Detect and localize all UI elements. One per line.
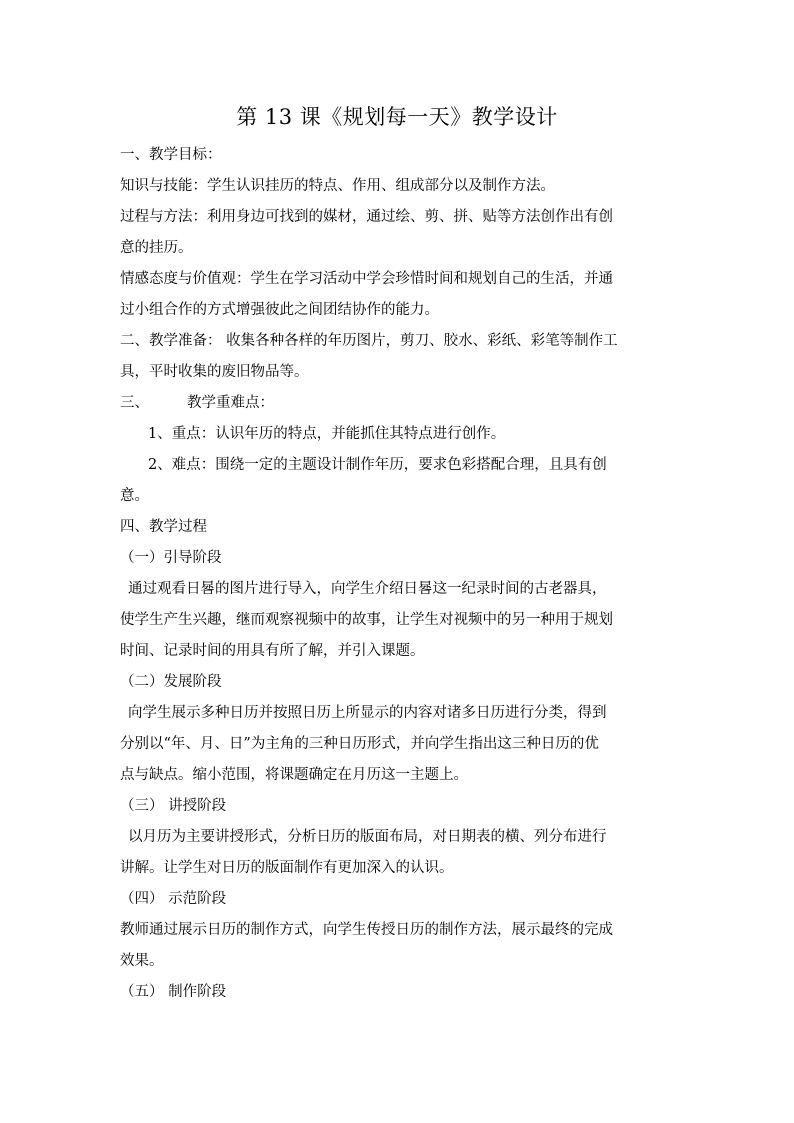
- paragraph-attitude-values-cont: 过小组合作的方式增强彼此之间团结协作的能力。: [120, 302, 439, 318]
- document-title: 第 13 课《规划每一天》教学设计: [236, 105, 558, 129]
- paragraph-attitude-values: 情感态度与价值观：学生在学习活动中学会珍惜时间和规划自己的生活，并通: [120, 271, 613, 287]
- paragraph-development-3: 点与缺点。缩小范围，将课题确定在月历这一主题上。: [120, 767, 468, 783]
- subheading-demonstration-stage: （四） 示范阶段: [120, 891, 227, 907]
- paragraph-process-methods: 过程与方法：利用身边可找到的媒材，通过绘、剪、拼、贴等方法创作出有创: [120, 209, 613, 225]
- section-number-three: 三、: [120, 395, 149, 411]
- paragraph-guidance-2: 使学生产生兴趣，继而观察视频中的故事，让学生对视频中的另一种用于规划: [120, 612, 613, 628]
- paragraph-demonstration-2: 效果。: [120, 953, 164, 969]
- subheading-development-stage: （二）发展阶段: [120, 674, 222, 690]
- paragraph-development-2: 分别以“年、月、日”为主角的三种日历形式，并向学生指出这三种日历的优: [120, 736, 599, 752]
- subheading-guidance-stage: （一）引导阶段: [120, 550, 222, 566]
- paragraph-process-methods-cont: 意的挂历。: [120, 240, 193, 256]
- list-item-key-point: 1、重点：认识年历的特点，并能抓住其特点进行创作。: [148, 426, 506, 442]
- paragraph-guidance-1: 通过观看日晷的图片进行导入，向学生介绍日晷这一纪录时间的古老器具，: [128, 581, 607, 597]
- section-title-key-points: 教学重难点：: [187, 395, 274, 411]
- section-heading-objectives: 一、教学目标：: [120, 147, 222, 163]
- document-body: [120, 140, 680, 1008]
- paragraph-knowledge-skills: 知识与技能：学生认识挂历的特点、作用、组成部分以及制作方法。: [120, 178, 555, 194]
- list-item-difficulty: 2、难点：围绕一定的主题设计制作年历，要求色彩搭配合理，且具有创: [148, 457, 607, 473]
- paragraph-teaching-1: 以月历为主要讲授形式，分析日历的版面布局，对日期表的横、列分布进行: [128, 829, 607, 845]
- subheading-teaching-stage: （三） 讲授阶段: [120, 798, 227, 814]
- subheading-making-stage: （五） 制作阶段: [120, 984, 227, 1000]
- paragraph-demonstration-1: 教师通过展示日历的制作方式，向学生传授日历的制作方法，展示最终的完成: [120, 922, 613, 938]
- paragraph-teaching-2: 讲解。让学生对日历的版面制作有更加深入的认识。: [120, 860, 454, 876]
- section-heading-preparation: 二、教学准备： 收集各种各样的年历图片，剪刀、胶水、彩纸、彩笔等制作工: [120, 333, 618, 349]
- paragraph-guidance-3: 时间、记录时间的用具有所了解，并引入课题。: [120, 643, 425, 659]
- paragraph-development-1: 向学生展示多种日历并按照日历上所显示的内容对诸多日历进行分类，得到: [128, 705, 607, 721]
- paragraph-preparation-cont: 具，平时收集的废旧物品等。: [120, 364, 309, 380]
- section-heading-key-points: [120, 388, 680, 419]
- section-heading-process: 四、教学过程: [120, 519, 207, 535]
- list-item-difficulty-cont: 意。: [120, 488, 149, 504]
